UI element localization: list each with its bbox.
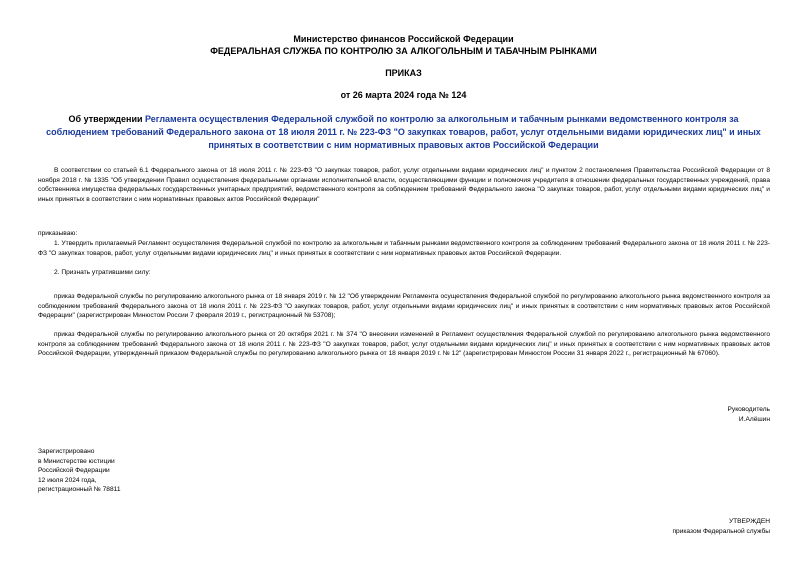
paragraph-repealed-2 [38,330,770,359]
registration-line-2: в Министерстве юстиции [38,457,115,465]
paragraph-item-1-text: 1. Утвердить прилагаемый Регламент осуществления Федеральной службой по контролю за алкогольным и табачным рынками ведомственного контроля за соблюдением требований Федерального закона от 18 июля 2011 г. № 223-ФЗ "О закупках товаров, работ, услуг отдельными видами юридических лиц" и иных принятых в соответствии с ним нормативных правовых актов Российской Федерации. [38,240,770,257]
approved-line-2: приказом Федеральной службы [672,527,770,535]
registration-line-5: регистрационный № 78811 [38,486,121,494]
ministry-heading: Министерство финансов Российской Федерации [293,34,514,44]
paragraph-item-2-text: 2. Признать утратившими силу: [54,269,151,276]
signature-block [728,405,770,424]
registration-line-3: Российской Федерации [38,467,110,475]
paragraph-repealed-2-text: приказ Федеральной службы по регулированию алкогольного рынка от 20 октября 2021 г. № 374 "О внесении изменений в Регламент осуществления Федеральной службой по регулированию алкогольного рынка ведомственного контроля за соблюдением требований Федерального закона от 18 июля 2011 г. № 223-ФЗ "О закупках товаров, работ, услуг отдельными видами юридических лиц" и иных принятых в соответствии с ним нормативных правовых актов Российской Федерации, утвержденный приказом Федеральной службы по регулированию алкогольного рынка от 18 января 2019 г. № 12" (зарегистрирован Минюстом России 31 января 2022 г., регистрационный № 67060). [38,331,770,358]
title-prefix: Об утверждении [68,114,146,124]
registration-line-1: Зарегистрировано [38,448,95,455]
paragraph-basis-text: В соответствии со статьей 6.1 Федерального закона от 18 июля 2011 г. № 223-ФЗ "О закупках товаров, работ, услуг отдельными видами юридических лиц" и пунктом 2 постановления Правительства Российской Федерации от 8 ноября 2018 г. № 1335 "Об утверждении Правил осуществления федеральными органами исполнительной власти, осуществляющими функции и полномочия учредителя в отношении федеральных государственных учреждений, права собственника имущества федеральных государственных унитарных предприятий, ведомственного контроля за соблюдением требований Федерального закона "О закупках товаров, работ, услуг отдельными видами юридических лиц" и иных принятых в соответствии с ним нормативных правовых актов Российской Федерации" [38,167,770,203]
order-date: от 26 марта 2024 года № 124 [340,90,467,100]
paragraph-item-1 [38,239,770,258]
registration-block [38,447,121,495]
paragraph-repealed-1 [38,292,770,321]
paragraph-basis [38,166,770,204]
document-title [40,113,767,152]
paragraph-order-word-text: приказываю: [38,230,78,237]
title-regulation-link[interactable]: Регламента осуществления Федеральной службой по контролю за алкогольным и табачным рынками ведомственного контроля за соблюдением требований Федерального закона от 18 июля 2011 г. № 223-ФЗ "О закупках товаров, работ, услуг отдельными видами юридических лиц" и иных принятых в соответствии с ним нормативных правовых актов Российской Федерации [46,114,761,150]
paragraph-order-word [38,229,770,239]
service-heading: ФЕДЕРАЛЬНАЯ СЛУЖБА ПО КОНТРОЛЮ ЗА АЛКОГОЛЬНЫМ И ТАБАЧНЫМ РЫНКАМИ [210,46,597,56]
paragraph-repealed-1-text: приказ Федеральной службы по регулированию алкогольного рынка от 18 января 2019 г. № 12 "Об утверждении Регламента осуществления Федеральной службой по регулированию алкогольного рынка ведомственного контроля за соблюдением требований Федерального закона от 18 июля 2011 г. № 223-ФЗ "О закупках товаров, работ, услуг отдельными видами юридических лиц" и иных принятых в соответствии с ним нормативных правовых актов Российской Федерации" (зарегистрирован Минюстом России 7 февраля 2019 г., регистрационный № 53708); [38,293,770,320]
approved-block [672,517,770,536]
signature-role: Руководитель [727,406,770,413]
signature-name: И.Алёшин [738,415,770,423]
approved-line-1: УТВЕРЖДЕН [728,518,770,525]
order-label: ПРИКАЗ [385,68,422,78]
paragraph-item-2 [38,268,770,278]
registration-line-4: 12 июля 2024 года, [38,476,97,484]
